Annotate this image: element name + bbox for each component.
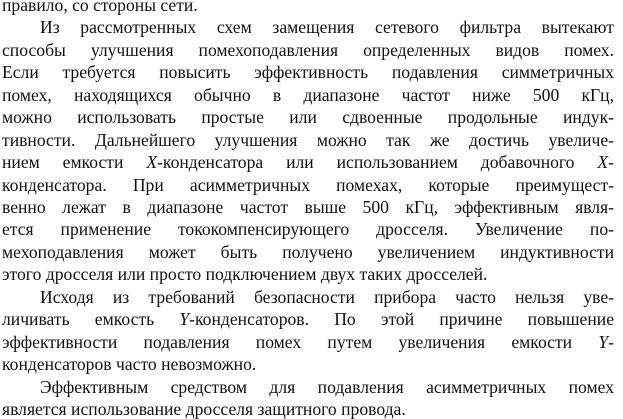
paragraph-end-line: является использование дросселя защитного провода. xyxy=(2,399,406,419)
text-line: можно использовать простые или сдвоенные продольные индук- xyxy=(2,107,614,128)
text-line: Если требуется повысить эффективность подавления симметричных xyxy=(2,62,614,83)
text-line: мехоподавления может быть получено увеличением индуктивности xyxy=(2,241,614,262)
text-line: способы улучшения помехоподавления определенных видов помех. xyxy=(2,39,614,60)
text-line: правило, со стороны сети. xyxy=(2,0,198,15)
text-line: тивности. Дальнейшего улучшения можно так же достичь увеличе- xyxy=(2,129,614,150)
text-line: конденсатора. При асимметричных помехах, которые преимущест- xyxy=(2,174,614,195)
paragraph-end-line: этого дросселя или просто подключением двух таких дросселей. xyxy=(2,264,488,285)
text-line: личивать емкость Y-конденсаторов. По этой причине повышение xyxy=(2,309,615,330)
text-line: помех, находящихся обычно в диапазоне частот ниже 500 кГц, xyxy=(2,84,614,105)
text-line: венно лежат в диапазоне частот выше 500 кГц, эффективным явля- xyxy=(2,197,614,217)
text-line: эффективности подавления помех путем увеличения емкости Y- xyxy=(2,331,614,352)
text-line: ется применение тококомпенсирующего дросселя. Увеличение по- xyxy=(2,219,614,240)
paragraph-start-line: Из рассмотренных схем замещения сетевого фильтра вытекают xyxy=(40,17,614,38)
paragraph-start-line: Эффективным средством для подавления асимметричных помех xyxy=(40,376,614,397)
text-line: нием емкости X-конденсатора или использованием добавочного X- xyxy=(2,152,614,173)
paragraph-start-line: Исходя из требований безопасности прибора часто нельзя уве- xyxy=(40,286,614,307)
paragraph-end-line: конденсаторов часто невозможно. xyxy=(2,354,257,375)
